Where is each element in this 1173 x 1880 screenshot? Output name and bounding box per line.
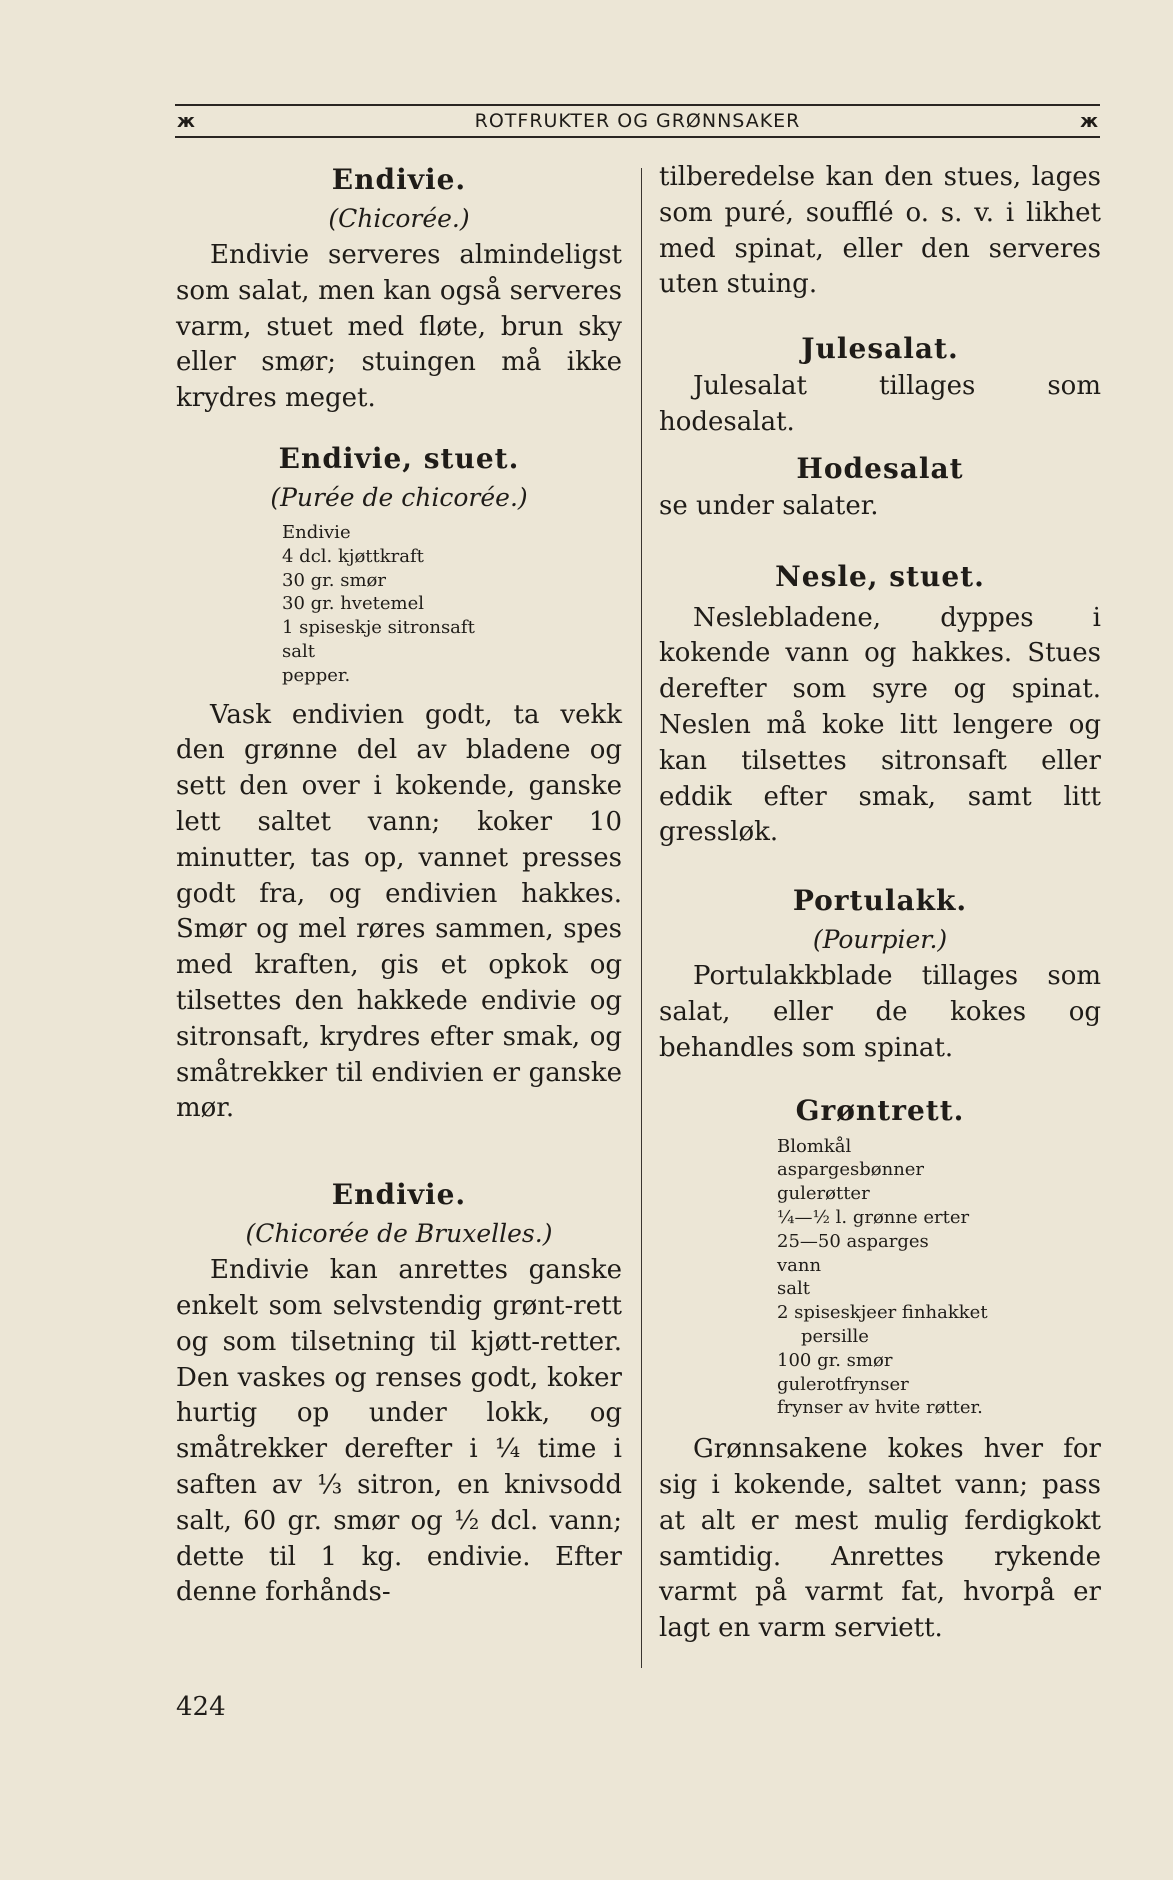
recipe-title-nesle: Nesle, stuet. <box>775 559 985 593</box>
ingredient-item: ¼—½ l. grønne erter <box>777 1206 970 1228</box>
ingredient-item: frynser av hvite røtter. <box>777 1397 983 1419</box>
recipe-title-grontrett: Grøntrett. <box>795 1093 965 1127</box>
ingredient-item: aspargesbønner <box>777 1159 925 1181</box>
ingredient-item: persille <box>801 1325 869 1347</box>
ingredient-list-grontrett <box>777 1135 1101 1421</box>
recipe-text-julesalat: Julesalat tillages som hodesalat. <box>659 371 1101 437</box>
left-column <box>176 160 622 1611</box>
page-number: 424 <box>176 1692 226 1722</box>
ingredient-list-endivie-stuet <box>282 521 622 688</box>
recipe-text-grontrett: Grønnsakene kokes hver for sig i kokende, saltet vann; pass at alt er mest mulig ferdigkokt samtidig. Anrettes rykende varmt på varmt fat, hvorpå er lagt en varm serviett. <box>659 1434 1101 1644</box>
header-ornament-right: ж <box>1080 110 1098 132</box>
ingredient-item: Blomkål <box>777 1135 852 1157</box>
ingredient-item: salt <box>777 1278 810 1300</box>
recipe-subtitle-bruxelles: (Chicorée de Bruxelles.) <box>245 1219 553 1249</box>
recipe-text-endivie-2: Endivie kan anrettes ganske enkelt som selvstendig grønt-rett og som tilsetning til kjøtt-retter. Den vaskes og renses godt, koker hurtig op under lokk, og småtrekker derefter i ¼ time i saften av ⅓ sitron, en knivsodd salt, 60 gr. smør og ½ dcl. vann; dette til 1 kg. endivie. Efter denne forhånds- <box>176 1255 622 1608</box>
recipe-title-endivie-stuet: Endivie, stuet. <box>278 441 520 475</box>
ingredient-item: 30 gr. hvetemel <box>282 593 424 615</box>
recipe-title-hodesalat: Hodesalat <box>796 451 964 485</box>
header-ornament-left: ж <box>177 110 195 132</box>
recipe-title-endivie-2: Endivie. <box>331 1178 467 1212</box>
header-title: ROTFRUKTER OG GRØNNSAKER <box>474 110 801 132</box>
ingredient-item: Endivie <box>282 521 351 543</box>
recipe-title-julesalat: Julesalat. <box>801 332 959 366</box>
recipe-text-nesle: Neslebladene, dyppes i kokende vann og hakkes. Stues derefter som syre og spinat. Neslen må koke litt lengere og kan tilsettes sitronsaft eller eddik efter smak, samt litt gressløk. <box>659 602 1101 848</box>
ingredient-item: 4 dcl. kjøttkraft <box>282 545 424 567</box>
right-column <box>659 160 1101 1647</box>
ingredient-item: pepper. <box>282 664 351 686</box>
ingredient-item: 2 spiseskjeer finhakket <box>777 1302 988 1324</box>
ingredient-item: gulerøtter <box>777 1183 870 1205</box>
running-header <box>175 104 1100 138</box>
recipe-subtitle-chicoree: (Chicorée.) <box>328 204 470 233</box>
ingredient-item: vann <box>777 1254 822 1276</box>
ingredient-item: salt <box>282 640 315 662</box>
column-divider <box>641 168 642 1668</box>
recipe-subtitle-puree: (Purée de chicorée.) <box>270 482 528 512</box>
recipe-subtitle-pourpier: (Pourpier.) <box>812 925 948 955</box>
recipe-text-continuation: tilberedelse kan den stues, lages som puré, soufflé o. s. v. i likhet med spinat, eller den serveres uten stuing. <box>659 162 1101 300</box>
ingredient-item: 25—50 asparges <box>777 1230 929 1252</box>
recipe-text-endivie-stuet: Vask endivien godt, ta vekk den grønne del av bladene og sett den over i kokende, ganske lett saltet vann; koker 10 minutter, tas op, vannet presses godt fra, og endivien hakkes. Smør og mel røres sammen, spes med kraften, gis et opkok og tilsettes den hakkede endivie og sitronsaft, krydres efter smak, og småtrekker til endivien er ganske mør. <box>176 699 622 1124</box>
recipe-text-portulakk: Portulakkblade tillages som salat, eller de kokes og behandles som spinat. <box>659 961 1101 1063</box>
ingredient-item: 1 spiseskje sitronsaft <box>282 617 475 639</box>
ingredient-item: gulerotfrynser <box>777 1373 909 1395</box>
ingredient-item: 30 gr. smør <box>282 569 386 591</box>
recipe-text-hodesalat: se under salater. <box>659 490 879 521</box>
recipe-text-endivie: Endivie serveres almindeligst som salat, men kan også serveres varm, stuet med fløte, brun sky eller smør; stuingen må ikke krydres meget. <box>176 240 622 414</box>
ingredient-item: 100 gr. smør <box>777 1349 893 1371</box>
recipe-title-portulakk: Portulakk. <box>792 884 968 918</box>
recipe-title-endivie: Endivie. <box>331 163 467 196</box>
